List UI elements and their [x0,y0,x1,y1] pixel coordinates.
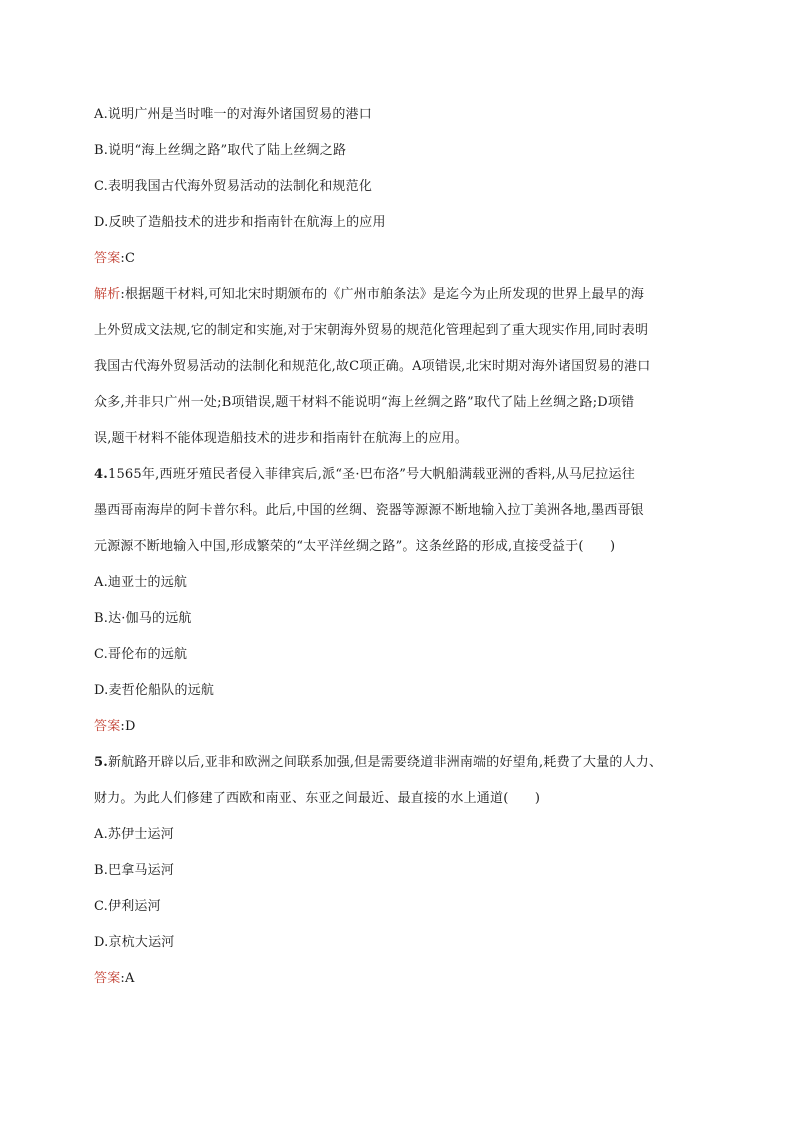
q5-stem-line-2: 财力。为此人们修建了西欧和南亚、东亚之间最近、最直接的水上通道( ) [94,791,541,806]
q4-option-b: B.达·伽马的远航 [94,611,192,626]
q3-analysis-line-4: 众多,并非只广州一处;B项错误,题干材料不能说明“海上丝绸之路”取代了陆上丝绸之路;D项错 [94,395,635,410]
q5-answer [94,970,135,988]
q3-option-c: C.表明我国古代海外贸易活动的法制化和规范化 [94,179,373,194]
q3-analysis-line-3: 我国古代海外贸易活动的法制化和规范化,故C项正确。A项错误,北宋时期对海外诸国贸易的港口 [94,359,651,374]
question-text: 新航路开辟以后,亚非和欧洲之间联系加强,但是需要绕道非洲南端的好望角,耗费了大量的人力、 [107,755,663,770]
q4-stem-line-2: 墨西哥南海岸的阿卡普尔科。此后,中国的丝绸、瓷器等源源不断地输入拉丁美洲各地,墨西哥银 [94,503,644,518]
q3-option-a: A.说明广州是当时唯一的对海外诸国贸易的港口 [94,107,372,122]
q3-option-d: D.反映了造船技术的进步和指南针在航海上的应用 [94,215,386,230]
answer-label: 答案 [94,971,121,986]
question-number: 5. [94,755,108,770]
question-text: 1565年,西班牙殖民者侵入菲律宾后,派“圣·巴布洛”号大帆船满载亚洲的香料,从马尼拉运往 [107,467,635,482]
q5-option-b: B.巴拿马运河 [94,863,175,878]
answer-value: :C [120,251,136,266]
answer-value: :D [120,719,136,734]
q5-option-d: D.京杭大运河 [94,935,175,950]
q3-analysis-line-5: 误,题干材料不能体现造船技术的进步和指南针在航海上的应用。 [94,431,468,446]
q4-option-a: A.迪亚士的远航 [94,575,188,590]
q4-option-c: C.哥伦布的远航 [94,647,188,662]
q3-answer [94,250,135,268]
q5-option-c: C.伊利运河 [94,899,161,914]
q5-stem-line-1 [94,754,662,772]
q4-option-d: D.麦哲伦船队的远航 [94,683,215,698]
q4-stem-line-1 [94,466,635,484]
q3-option-b: B.说明“海上丝绸之路”取代了陆上丝绸之路 [94,143,347,158]
question-number: 4. [94,467,108,482]
q4-answer [94,718,136,736]
q5-option-a: A.苏伊士运河 [94,827,174,842]
answer-label: 答案 [94,251,121,266]
analysis-label: 解析 [94,287,121,302]
answer-label: 答案 [94,719,121,734]
q3-analysis-line-2: 上外贸成文法规,它的制定和实施,对于宋朝海外贸易的规范化管理起到了重大现实作用,同时表明 [94,323,649,338]
answer-value: :A [120,971,135,986]
q4-stem-line-3: 元源源不断地输入中国,形成繁荣的“太平洋丝绸之路”。这条丝路的形成,直接受益于( ) [94,539,616,554]
q3-analysis-line-1 [94,286,644,304]
analysis-text: :根据题干材料,可知北宋时期颁布的《广州市舶条法》是迄今为止所发现的世界上最早的海 [120,287,645,302]
